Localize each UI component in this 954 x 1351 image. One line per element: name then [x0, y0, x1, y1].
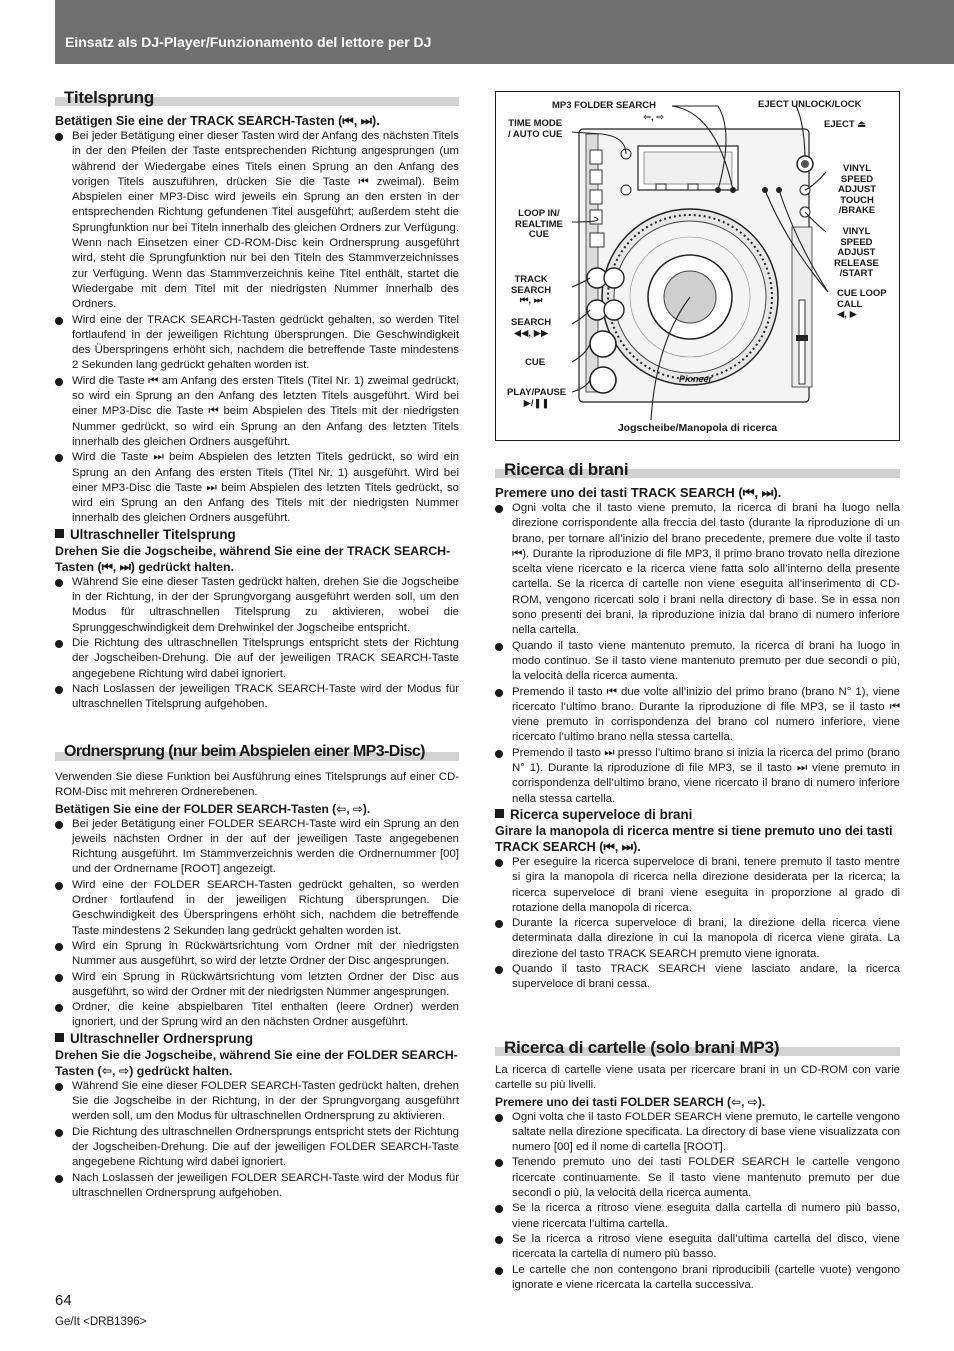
- section-title-ricerca-brani: Ricerca di brani: [495, 460, 900, 480]
- section-title-ordnersprung: Ordnersprung (nur beim Abspielen einer MP3-Disc): [55, 743, 459, 763]
- label-vinyl-touch: VINYL SPEED ADJUST TOUCH /BRAKE: [838, 163, 877, 216]
- bullet-list: [55, 129, 459, 527]
- label-track-search: TRACK SEARCH ⏮, ⏭: [511, 274, 552, 306]
- section-body-ricerca-brani: [495, 485, 900, 993]
- bullet-list: [495, 855, 900, 993]
- list-item: Wird ein Sprung in Rückwärtsrichtung vom Ordner mit der niedrigsten Nummer aus ausgeführt, so wird der letzte Ordner der Disc angesprungen.: [55, 939, 459, 970]
- instruction: Betätigen Sie eine der TRACK SEARCH-Tasten (⏮, ⏭).: [55, 114, 380, 128]
- subheading: Ricerca superveloce di brani: [495, 807, 900, 823]
- section-body-titelsprung: [55, 113, 459, 712]
- list-item: Die Richtung des ultraschnellen Titelsprungs entspricht stets der Richtung der Jogscheiben-Drehung. Die auf der jeweiligen TRACK SEARCH-Taste angegebene Richtung wird dabei ignoriert.: [55, 636, 459, 682]
- list-item: Wird eine der FOLDER SEARCH-Tasten gedrückt gehalten, so werden Ordner fortlaufend in der jeweiligen Richtung übersprungen. Die Geschwindigkeit des Überspringens erhöht sich, nachdem die betreffende Taste mindestens 2 Sekunden lang gedrückt gehalten worden ist.: [55, 878, 459, 939]
- section-title-ricerca-cartelle: Ricerca di cartelle (solo brani MP3): [495, 1038, 900, 1058]
- instruction: Premere uno dei tasti TRACK SEARCH (⏮, ⏭).: [495, 485, 782, 500]
- list-item: Premendo il tasto ⏮ due volte all’inizio del primo brano (brano N° 1), viene ricercato l’ultimo brano. Durante la riproduzione di file MP3, se il tasto ⏮ viene premuto in corrispondenza del brano col numero inferiore, viene ricercato l’ultimo brano nella stessa cartella.: [495, 685, 900, 746]
- list-item: Quando il tasto viene mantenuto premuto, la ricerca di brani ha luogo in modo continuo. Se il tasto viene mantenuto premuto per due secondi o più, la velocità della ricerca aumenta.: [495, 639, 900, 685]
- list-item: Wird die Taste ⏭ beim Abspielen des letzten Titels gedrückt, so wird ein Sprung an den Anfang des ersten Titels (Titel Nr. 1) ausgeführt. Wird bei einer MP3-Disc die Taste ⏭ beim Abspielen des letzten Titels gedrückt, so wird ein Sprung an den Anfang des Titels mit der niedrigsten Nummer innerhalb des gleichen Ordners ausgeführt.: [55, 450, 459, 526]
- list-item: Wird eine der TRACK SEARCH-Tasten gedrückt gehalten, so werden Titel fortlaufend in der jeweiligen Richtung übersprungen. Die Geschwindigkeit des Überspringens erhöht sich, nachdem die betreffende Taste mindestens 2 Sekunden lang gedrückt gehalten worden ist.: [55, 313, 459, 374]
- figure-caption: Jogscheibe/Manopola di ricerca: [617, 422, 778, 434]
- subheading: Ultraschneller Titelsprung: [55, 527, 459, 543]
- subheading: Ultraschneller Ordnersprung: [55, 1031, 459, 1047]
- list-item: Per eseguire la ricerca superveloce di brani, tenere premuto il tasto mentre si gira la manopola di ricerca nella direzione desiderata per la ricerca; la ricerca superveloce di brani viene eseguita in proporzione al grado di rotazione della manopola di ricerca.: [495, 855, 900, 916]
- list-item: Bei jeder Betätigung einer dieser Tasten wird der Anfang des nächsten Titels in der den Pfeilen der Taste entsprechenden Richtung angesprungen (um während der Wiedergabe eines Titels einen Sprung an den Anfang des vorigen Titels auszuführen, drücken Sie die Taste ⏮ zweimal). Beim Abspielen einer MP3-Disc wird jeweils ein Sprung an den ersten in der entsprechenden Richtung gefundenen Titel ausgeführt; außerdem steht die Sprungfunktion nur bei Titeln innerhalb des gleichen Ordners zur Verfügung. Wenn nach Einsetzen einer CD-ROM-Disc kein Ordnersprung ausgeführt wird, steht die Sprungfunktion nur bei den Titeln des Stammverzeichnisses zur Verfügung. Wenn das Stammverzeichnis keine Titel enthält, startet die Wiedergabe mit dem Titel mit der niedrigsten Nummer innerhalb des Ordners.: [55, 129, 459, 313]
- instruction: Girare la manopola di ricerca mentre si tiene premuto uno dei tasti TRACK SEARCH (⏮, ⏭).: [495, 823, 893, 854]
- label-loop-in: LOOP IN/ REALTIME CUE: [515, 208, 563, 240]
- label-mp3-folder-search: MP3 FOLDER SEARCH: [552, 100, 656, 111]
- header-title: Einsatz als DJ-Player/Funzionamento del lettore per DJ: [65, 34, 432, 50]
- intro-text: Verwenden Sie diese Funktion bei Ausführung eines Titelsprungs auf einer CD-ROM-Disc mit mehreren Ordnerebenen.: [55, 771, 459, 799]
- player-diagram: [495, 91, 900, 441]
- pioneer-logo: Pioneer: [679, 374, 713, 384]
- instruction: Drehen Sie die Jogscheibe, während Sie eine der TRACK SEARCH-Tasten (⏮, ⏭) gedrückt halten.: [55, 543, 451, 574]
- list-item: Quando il tasto TRACK SEARCH viene lasciato andare, la ricerca superveloce di brani cessa.: [495, 962, 900, 993]
- list-item: Premendo il tasto ⏭ presso l’ultimo brano si inizia la ricerca del primo (brano N° 1). Durante la riproduzione di file MP3, se il tasto ⏭ viene premuto in corrispondenza dell’ultimo brano, viene ricercato il brano di numero inferiore nella stessa cartella.: [495, 746, 900, 807]
- label-cue: CUE: [525, 357, 546, 368]
- bullet-list: [55, 817, 459, 1031]
- list-item: Se la ricerca a ritroso viene eseguita dalla cartella di numero più basso, viene ricercata l’ultima cartella.: [495, 1201, 900, 1232]
- bullet-list: [495, 501, 900, 807]
- label-vinyl-release: VINYL SPEED ADJUST RELEASE /START: [834, 226, 879, 279]
- bullet-list: [495, 1110, 900, 1294]
- label-mp3-arrows: ⇦, ⇨: [643, 112, 665, 123]
- intro-text: La ricerca di cartelle viene usata per ricercare brani in un CD-ROM con varie cartelle su più livelli.: [495, 1064, 900, 1092]
- list-item: Ordner, die keine abspielbaren Titel enthalten (leere Ordner) werden ignoriert, und der Sprung wird an den nächsten Ordner ausgeführt.: [55, 1000, 459, 1031]
- document-code: Ge/It <DRB1396>: [55, 1316, 147, 1328]
- section-title-titelsprung: Titelsprung: [55, 88, 459, 108]
- bullet-list: [55, 575, 459, 713]
- instruction: Drehen Sie die Jogscheibe, während Sie eine der FOLDER SEARCH-Tasten (⇦, ⇨) gedrückt halten.: [55, 1047, 458, 1078]
- bullet-list: [55, 1079, 459, 1201]
- label-cue-loop-call: CUE LOOP CALL ◀, ▶: [837, 288, 887, 320]
- instruction: Premere uno dei tasti FOLDER SEARCH (⇦, ⇨).: [495, 1094, 766, 1109]
- list-item: Bei jeder Betätigung einer FOLDER SEARCH-Taste wird ein Sprung an den jeweils nächsten Ordner in der auf der jeweiligen Taste angegebenen Richtung ausgeführt. Im Stammverzeichnis werden die Ordnernummer [00] und der Ordnername [ROOT] angezeigt.: [55, 817, 459, 878]
- list-item: Se la ricerca a ritroso viene eseguita dall’ultima cartella del disco, viene ricercata la cartella di numero più basso.: [495, 1232, 900, 1263]
- label-play-pause: PLAY/PAUSE ▶/❚❚: [507, 387, 567, 409]
- list-item: Ogni volta che il tasto viene premuto, la ricerca di brani ha luogo nella direzione corrispondente alla freccia del tasto (durante la riproduzione di un brano, per tornare all’inizio del brano precedente, premere due volte il tasto ⏮). Durante la riproduzione di file MP3, il primo brano trovato nella direzione scelta viene ricercato e la ricerca viene fatta solo all’interno della presente cartella. Se la ricerca di cartelle non viene eseguita all’inserimento di CD-ROM, vengono ricercati solo i brani nella directory di base. Se in essa non sono presenti dei brani, la riproduzione inizia dal brano di numero inferiore nella cartella.: [495, 501, 900, 639]
- list-item: Nach Loslassen der jeweiligen FOLDER SEARCH-Taste wird der Modus für ultraschnellen Ordnersprung aufgehoben.: [55, 1171, 459, 1202]
- list-item: Wird die Taste ⏮ am Anfang des ersten Titels (Titel Nr. 1) zweimal gedrückt, so wird ein Sprung an den Anfang des letzten Titels ausgeführt. Wird bei einer MP3-Disc die Taste ⏮ beim Abspielen des Titels mit der niedrigsten Nummer gedrückt, so wird ein Sprung an den Anfang des letzten Titels innerhalb des gleichen Ordners ausgeführt.: [55, 374, 459, 450]
- list-item: Während Sie eine dieser Tasten gedrückt halten, drehen Sie die Jogscheibe in der Richtung, in der der Sprungvorgang ausgeführt werden soll, um den Modus für ultraschnellen Titelsprung zu aktivieren, wobei die Sprunggeschwindigkeit dem Drehwinkel der Jogscheibe entspricht.: [55, 575, 459, 636]
- list-item: Tenendo premuto uno dei tasti FOLDER SEARCH le cartelle vengono ricercate continuamente. Se il tasto viene mantenuto premuto per due secondi o più, la velocità della ricerca aumenta.: [495, 1155, 900, 1201]
- list-item: Wird ein Sprung in Rückwärtsrichtung vom letzten Ordner der Disc aus ausgeführt, so wird der Ordner mit der niedrigsten Nummer angesprungen.: [55, 970, 459, 1001]
- header-band: [55, 0, 954, 64]
- list-item: Ogni volta che il tasto FOLDER SEARCH viene premuto, le cartelle vengono saltate nella direzione specificata. La directory di base viene visualizzata con numero [00] ed il nome di cartella [ROOT].: [495, 1110, 900, 1156]
- label-time-mode: TIME MODE / AUTO CUE: [508, 118, 563, 140]
- list-item: Nach Loslassen der jeweiligen TRACK SEARCH-Taste wird der Modus für ultraschnellen Titelsprung aufgehoben.: [55, 682, 459, 713]
- label-eject: EJECT ⏏: [824, 119, 867, 130]
- list-item: Durante la ricerca superveloce di brani, la direzione della ricerca viene determinata dalla direzione in cui la manopola di ricerca viene girata. La direzione del tasto TRACK SEARCH premuto viene ignorata.: [495, 916, 900, 962]
- list-item: Die Richtung des ultraschnellen Ordnersprungs entspricht stets der Richtung der Jogscheiben-Drehung. Die auf der jeweiligen FOLDER SEARCH-Taste angegebene Richtung wird dabei ignoriert.: [55, 1125, 459, 1171]
- section-body-ordnersprung: [55, 770, 459, 1201]
- instruction: Betätigen Sie eine der FOLDER SEARCH-Tasten (⇦, ⇨).: [55, 801, 371, 816]
- label-search: SEARCH ◀◀, ▶▶: [511, 317, 552, 339]
- page-number: 64: [55, 1292, 72, 1309]
- section-body-ricerca-cartelle: [495, 1063, 900, 1293]
- list-item: Während Sie eine dieser FOLDER SEARCH-Tasten gedrückt halten, drehen Sie die Jogscheibe in der Richtung, in der der Sprungvorgang ausgeführt werden soll, um den Modus für ultraschnellen Ordnersprung zu aktivieren.: [55, 1079, 459, 1125]
- label-eject-unlock: EJECT UNLOCK/LOCK: [758, 99, 862, 110]
- list-item: Le cartelle che non contengono brani riproducibili (cartelle vuote) vengono ignorate e viene ricercata la cartella successiva.: [495, 1263, 900, 1294]
